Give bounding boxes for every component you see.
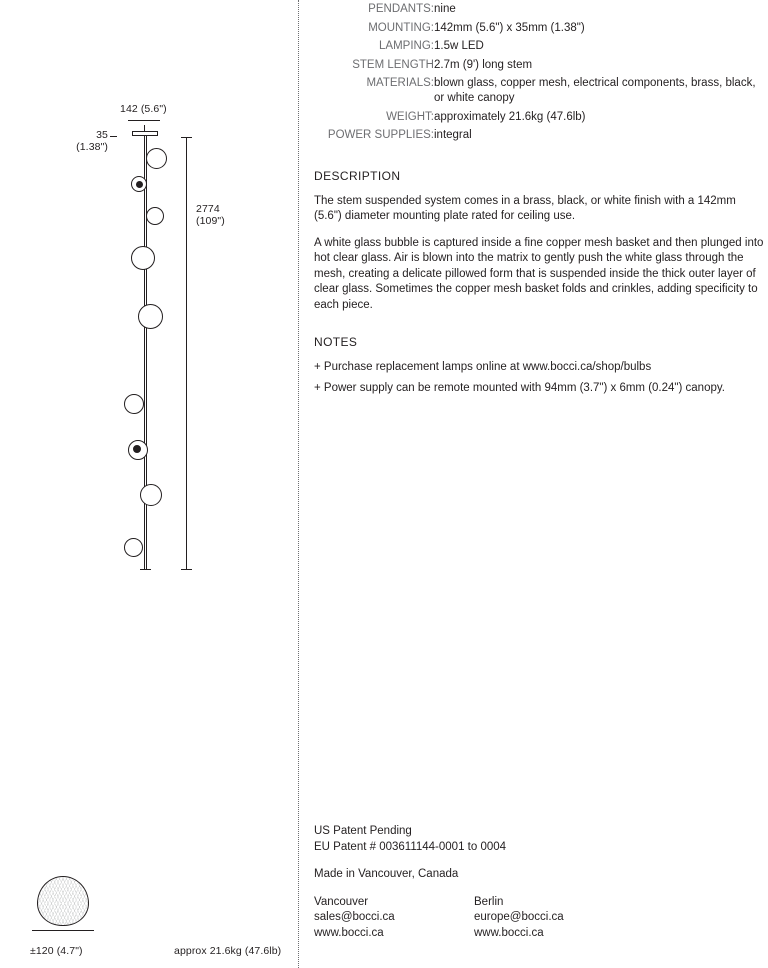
table-row (314, 76, 768, 110)
table-row (314, 110, 768, 129)
dimension-tick-top (181, 137, 192, 138)
spec-value: nine (434, 3, 456, 15)
table-row (314, 21, 768, 40)
pendant-bubble (124, 538, 143, 557)
made-in-line: Made in Vancouver, Canada (314, 868, 459, 880)
dimension-label-total-length-line1: 2774 (196, 203, 220, 215)
table-row (314, 2, 768, 21)
pendant-bubble (136, 181, 143, 188)
dimension-label-total-length (196, 203, 225, 227)
table-row (314, 58, 768, 77)
dimension-label-plate-height (62, 129, 108, 153)
notes-heading: NOTES (314, 335, 358, 349)
pendant-bubble (146, 148, 167, 169)
patent-line-eu: EU Patent # 003611144-0001 to 0004 (314, 840, 507, 853)
office-vancouver (314, 895, 474, 942)
description-paragraph: A white glass bubble is captured inside a fine copper mesh basket and then plunged into hot clear glass. Air is blown into the matrix to gently push the white glass through the mesh, creating a delicate pillowed form that is suspended inside the thick outer layer of clear glass. Sometimes the copper mesh basket folds and crinkles, adding specificity to each piece. (314, 236, 764, 311)
office-website[interactable]: www.bocci.ca (474, 926, 544, 939)
dimension-label-plate-width: 142 (5.6") (120, 103, 167, 115)
glass-elevation-baseline (32, 930, 94, 931)
pendant-bubble (146, 207, 164, 225)
dimension-label-glass-width: ±120 (4.7") (30, 945, 83, 957)
pendant-bubble (138, 304, 163, 329)
page-footer (314, 824, 768, 941)
list-item: + Purchase replacement lamps online at www.bocci.ca/shop/bulbs (314, 361, 652, 373)
glass-elevation-detail (37, 876, 89, 926)
spec-key: LAMPING: (379, 40, 434, 52)
spec-content (314, 0, 768, 968)
office-email[interactable]: europe@bocci.ca (474, 911, 564, 923)
dimension-label-plate-height-line1: 35 (96, 129, 108, 141)
spec-table (314, 2, 768, 147)
spec-key: POWER SUPPLIES: (327, 129, 434, 141)
spec-key: MATERIALS: (366, 77, 434, 89)
patent-block (314, 824, 768, 855)
spec-value: 1.5w LED (434, 40, 484, 52)
drawing-weight-note: approx 21.6kg (47.6lb) (174, 945, 282, 957)
office-columns (314, 895, 768, 942)
dimension-line-total-length (186, 137, 187, 570)
table-row (314, 128, 768, 147)
office-city: Berlin (474, 895, 504, 908)
technical-drawing (0, 0, 298, 968)
dimension-label-plate-height-line2: (1.38") (76, 141, 108, 153)
spec-key: PENDANTS: (368, 3, 434, 15)
office-email[interactable]: sales@bocci.ca (314, 911, 395, 923)
notes-list (314, 360, 768, 396)
description-paragraph: The stem suspended system comes in a brass, black, or white finish with a 142mm (5.6") diameter mounting plate rated for ceiling use. (314, 194, 736, 222)
glass-mesh-hatch (38, 877, 88, 925)
dimension-label-total-length-line2: (109") (196, 215, 225, 227)
spec-value: integral (434, 129, 472, 141)
column-divider (298, 0, 299, 968)
spec-value: 142mm (5.6") x 35mm (1.38") (434, 21, 585, 34)
spec-value: 2.7m (9') long stem (434, 58, 533, 71)
pendant-bubble (140, 484, 162, 506)
office-website[interactable]: www.bocci.ca (314, 926, 384, 939)
pendant-bubble (124, 394, 144, 414)
table-row (314, 39, 768, 58)
spec-key: MOUNTING: (368, 21, 434, 34)
stem-bottom-cap (140, 569, 151, 570)
dimension-line-plate-height (110, 136, 117, 137)
list-item: + Power supply can be remote mounted with 94mm (3.7") x 6mm (0.24") canopy. (314, 381, 725, 394)
patent-line-us: US Patent Pending (314, 825, 412, 837)
spec-key: STEM LENGTH (352, 58, 434, 71)
spec-key: WEIGHT: (386, 110, 434, 123)
spec-value: blown glass, copper mesh, electrical components, brass, black, or white canopy (434, 77, 756, 104)
office-city: Vancouver (314, 895, 369, 908)
description-heading: DESCRIPTION (314, 168, 401, 183)
office-berlin (474, 895, 634, 942)
dimension-line-plate-width (128, 120, 160, 121)
pendant-bubble (131, 246, 155, 270)
dimension-tick-bottom (181, 569, 192, 570)
pendant-bubble (133, 445, 141, 453)
spec-value: approximately 21.6kg (47.6lb) (434, 110, 586, 123)
